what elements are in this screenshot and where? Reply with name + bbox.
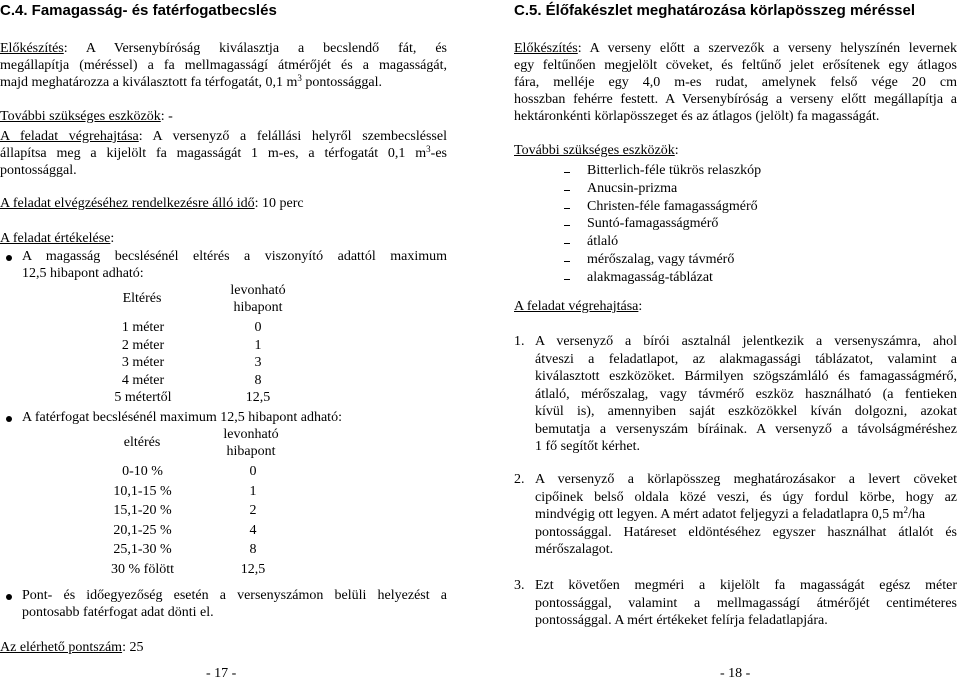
r-tools-colon: : xyxy=(674,143,679,158)
dash-icon xyxy=(564,225,570,226)
r-prep-label: Előkészítés xyxy=(514,41,578,56)
unit-text: /ha xyxy=(908,507,926,522)
step-2-line: mérőszalagot. xyxy=(535,542,614,557)
step-1-line: 1 fő segítőt kérhet. xyxy=(535,439,640,454)
task-line-2 xyxy=(0,146,447,162)
table2-cell-points: 1 xyxy=(249,483,257,499)
step-2-line: pontossággal. Határeset eldöntéséhez egyszer használhat átlalót és xyxy=(535,524,957,540)
step-1-line: kívül is), amennyiben saját eszközökkel kíván dolgozni, azokat xyxy=(535,404,957,419)
step-1-line: átveszi a feladatlapot, az alakmagassági táblázatot, valamint a xyxy=(535,351,957,367)
table2-cell-points: 4 xyxy=(249,522,257,538)
prep-line-1 xyxy=(0,41,447,57)
bullet-icon xyxy=(6,416,12,422)
eval-label: A feladat értékelése xyxy=(0,231,111,246)
bullet-2-line-1: A fatérfogat becslésénél maximum 12,5 hibapont adható: xyxy=(22,410,342,425)
table1-header-points-b: hibapont xyxy=(233,300,283,315)
tools-list-item: Christen-féle famagasságmérő xyxy=(587,198,758,214)
step-3-number: 3. xyxy=(514,578,525,593)
superscript: 3 xyxy=(297,73,302,83)
superscript: 2 xyxy=(903,505,909,515)
time-line xyxy=(0,196,304,212)
r-prep-line-4: hosszban fehérre festett. A Versenybíróság a verseny előtt megállapítja a xyxy=(514,92,957,107)
prep-text-1: : A Versenybíróság kiválasztja a becslendő fát, és xyxy=(63,41,447,56)
tools-list-item: mérőszalag, vagy távmérő xyxy=(587,252,735,267)
table2-cell-deviation: 20,1-25 % xyxy=(113,522,172,538)
dash-icon xyxy=(564,279,570,280)
table2-cell-points: 0 xyxy=(249,464,257,479)
tools-label: További szükséges eszközök xyxy=(0,109,161,124)
table2-cell-deviation: 25,1-30 % xyxy=(113,542,172,557)
table1-cell-points: 0 xyxy=(254,320,262,335)
time-label: A feladat elvégzéséhez rendelkezésre álló idő xyxy=(0,196,255,211)
tools-value: : - xyxy=(160,109,173,124)
tools-list-item: Anucsin-prizma xyxy=(587,180,678,196)
task-text-2b: -es xyxy=(430,146,447,161)
table1-cell-points: 3 xyxy=(254,355,262,370)
r-tools-line xyxy=(514,143,679,159)
task-text-1: : A versenyző a felállási helyről szembecsléssel xyxy=(138,129,447,144)
table1-header-points-a: levonható xyxy=(230,283,286,298)
r-task-line xyxy=(514,299,642,315)
tools-list-item: Bitterlich-féle tükrös relaszkóp xyxy=(587,163,762,178)
table2-header-points-b: hibapont xyxy=(226,444,276,459)
table1-cell-points: 1 xyxy=(254,337,262,353)
eval-colon: : xyxy=(110,231,115,246)
time-value: : 10 perc xyxy=(254,196,304,211)
table1-cell-deviation: 2 méter xyxy=(121,337,165,353)
step-1-line: átlaló, mérőszalag, vagy távmérő eszköz használható (a fentieken xyxy=(535,386,957,402)
tools-line xyxy=(0,109,173,125)
table1-cell-deviation: 5 métertől xyxy=(114,390,172,405)
dash-icon xyxy=(564,243,570,244)
tools-list-item: Suntó-famagasságmérő xyxy=(587,216,719,232)
task-line-1 xyxy=(0,129,447,145)
task-line-3: pontossággal. xyxy=(0,163,77,178)
r-task-label: A feladat végrehajtása xyxy=(514,299,639,314)
table1-cell-deviation: 4 méter xyxy=(121,372,165,388)
prep-text-3: majd meghatározza a kiválasztott fa térfogatát, 0,1 m xyxy=(0,75,298,90)
step-1-number: 1. xyxy=(514,334,525,349)
superscript: 3 xyxy=(426,144,431,154)
step-3-line: pontossággal. A mért értékeket felírja feladatlapjára. xyxy=(535,613,828,628)
points-label: Az elérhető pontszám xyxy=(0,640,123,655)
table2-header-deviation: eltérés xyxy=(123,435,161,450)
r-prep-text-1: : A verseny előtt a szervezők a verseny helyszínén levernek xyxy=(577,41,957,56)
step-1-line: bemutatja a versenyszám bíráinak. A versenyző a távolságméréshez xyxy=(535,421,957,437)
points-line xyxy=(0,640,143,656)
section-title-c4: C.4. Famagasság- és fatérfogatbecslés xyxy=(0,2,277,19)
bullet-1-line-1: A magasság becslésénél eltérés a viszonyító adattól maximum xyxy=(22,249,447,264)
section-title-c5: C.5. Élőfakészlet meghatározása körlapösszeg méréssel xyxy=(514,2,916,19)
task-label: A feladat végrehajtása xyxy=(0,129,139,144)
page-number: - 17 - xyxy=(206,666,237,681)
table1-cell-deviation: 3 méter xyxy=(121,355,165,370)
table1-cell-points: 8 xyxy=(254,372,262,388)
table2-cell-deviation: 30 % fölött xyxy=(111,561,174,577)
step-1-line: A versenyző a bírói asztalnál jelentkezik a versenyszámra, ahol xyxy=(535,334,957,349)
table2-cell-points: 12,5 xyxy=(240,561,266,577)
step-2-line: cipőinek belső oldala közé veszi, és úgy fordul körbe, hogy az xyxy=(535,489,957,505)
prep-text-3b: pontossággal. xyxy=(301,75,382,90)
r-prep-line-2: egy feltűnően megjelölt cöveket, és feltűnő jelet erősítenek egy átlagos xyxy=(514,58,957,73)
step-2-text: mindvégig ott legyen. A mért adatot feljegyzi a feladatlapra 0,5 m xyxy=(535,507,904,522)
r-prep-line-5: hektáronkénti körlapösszeget és az átlagos (jelölt) fa magasságát. xyxy=(514,109,880,124)
points-value: : 25 xyxy=(122,640,144,655)
table2-header-points-a: levonható xyxy=(223,427,279,442)
dash-icon xyxy=(564,190,570,191)
tools-list-item: alakmagasság-táblázat xyxy=(587,269,713,285)
dash-icon xyxy=(564,208,570,209)
eval-line xyxy=(0,231,114,247)
table2-cell-deviation: 15,1-20 % xyxy=(113,503,172,518)
r-prep-line-1 xyxy=(514,41,957,57)
table2-cell-deviation: 10,1-15 % xyxy=(113,483,172,499)
dash-icon xyxy=(564,172,570,173)
table1-header-deviation: Eltérés xyxy=(122,291,162,306)
bullet-icon xyxy=(6,594,12,600)
prep-line-3 xyxy=(0,75,382,91)
page-number: - 18 - xyxy=(720,666,751,681)
r-tools-label: További szükséges eszközök xyxy=(514,143,675,158)
step-3-line: Ezt követően megméri a kijelölt fa magasságát egész méter xyxy=(535,578,957,593)
bullet-icon xyxy=(6,255,12,261)
bullet-3-line-2: pontosabb fatérfogat adat dönti el. xyxy=(22,605,214,620)
step-2-number: 2. xyxy=(514,472,525,487)
prep-line-2: megállapítja (méréssel) a fa mellmagasságí átmérőjét és a magasságát, xyxy=(0,58,447,73)
step-2-line: A versenyző a körlapösszeg meghatározásakor a levert cöveket xyxy=(535,472,957,487)
bullet-3-line-1: Pont- és időegyezőség esetén a versenyszámon belüli helyezést a xyxy=(22,588,447,603)
step-3-line: pontossággal, valamint a mellmagasságí átmérőjét centiméteres xyxy=(535,595,957,611)
tools-list-item: átlaló xyxy=(587,234,619,250)
table1-cell-points: 12,5 xyxy=(245,390,271,405)
table2-cell-deviation: 0-10 % xyxy=(122,464,163,479)
task-text-2: állapítsa meg a kijelölt fa magasságát 1 m-es, a térfogatát 0,1 m xyxy=(0,146,427,161)
table1-cell-deviation: 1 méter xyxy=(121,320,165,335)
dash-icon xyxy=(564,261,570,262)
table2-cell-points: 2 xyxy=(249,503,257,518)
step-2-line-with-unit xyxy=(535,507,957,523)
r-prep-line-3: fára, melléje egy 4,0 m-es rudat, amelynek felső vége 20 cm xyxy=(514,75,957,90)
r-task-colon: : xyxy=(638,299,643,314)
bullet-1-line-2: 12,5 hibapont adható: xyxy=(22,266,144,281)
step-1-line: kiválasztott eszközöket. Bármilyen szögszámláló és famagasságmérő, xyxy=(535,369,957,384)
prep-label: Előkészítés xyxy=(0,41,64,56)
table2-cell-points: 8 xyxy=(249,542,257,557)
